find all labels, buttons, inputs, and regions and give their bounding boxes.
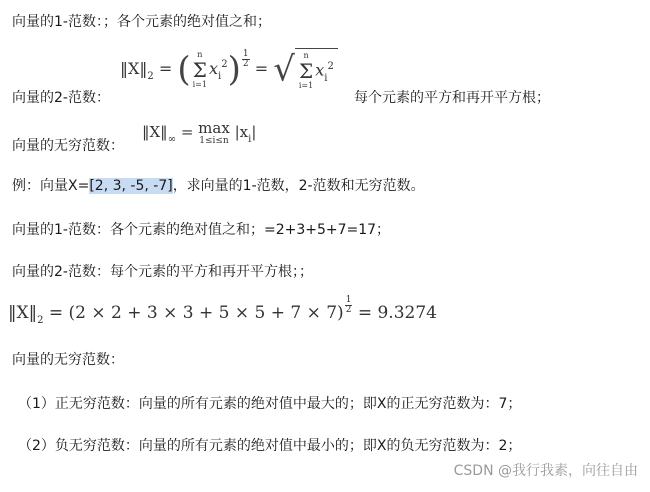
right-paren: ) [227,49,241,90]
equals-sign: = [158,59,173,78]
square-exp: 2 [221,59,228,70]
left-paren: ( [177,49,191,90]
example-line [12,176,425,196]
inf-subscript: ∞ [167,134,177,145]
positive-inf-norm-line: （1）正无穷范数：向量的所有元素的绝对值中最大的；即X的正无穷范数为：7； [18,396,522,412]
norm-symbol: ‖X‖ [120,59,148,78]
abs-x: |x [234,123,249,141]
sum-symbol: n Σ i=1 [192,49,207,89]
l2-norm-definition [12,48,550,106]
negative-inf-norm-line: （2）负无穷范数：向量的所有元素的绝对值中最小的；即X的负无穷范数为：2； [18,438,522,454]
equals-sign-2: = [254,59,269,78]
l1-norm-definition: 向量的1-范数：；各个元素的绝对值之和； [12,14,271,30]
inf-result-heading: 向量的无穷范数： [12,352,124,368]
abs-i-sub: i [248,134,252,145]
example-prefix: 例：向量X= [12,178,90,194]
l2-formula [120,48,338,91]
csdn-watermark: CSDN @我行我素，向往自由 [453,463,638,479]
norm-subscript: 2 [147,71,154,82]
x-var: x [208,59,219,78]
formula-norm-sub: 2 [37,315,44,326]
example-suffix: ，求向量的1-范数，2-范数和无穷范数。 [172,178,425,194]
inf-prefix: 向量的无穷范数： [12,138,124,154]
l2-suffix: 每个元素的平方和再开平方根； [354,90,550,106]
formula-half-exponent: $\frac{1}{2}$ [345,295,352,315]
abs-close: | [251,123,257,141]
l1-result-line: 向量的1-范数：各个元素的绝对值之和；=2+3+5+7=17； [12,222,391,238]
l2-prefix: 向量的2-范数： [12,90,110,106]
inf-formula [142,119,257,148]
formula-norm: ‖X‖ [8,303,38,323]
inf-norm-definition [12,118,257,154]
equals-sign-inf: = [180,123,194,141]
formula-result: = 9.3274 [357,303,437,323]
l2-result-formula [8,295,437,329]
sqrt-symbol: √ n Σ i=1 $x_i^2$ [273,48,338,91]
formula-expression: = (2 × 2 + 3 × 3 + 5 × 5 + 7 × 7) [48,303,344,323]
norm-symbol-inf: ‖X‖ [142,123,168,141]
half-exponent: $\frac{1}{2}$ [242,49,249,69]
i-sub: i [218,71,222,82]
example-vector-highlight: [2, 3, -5, -7] [89,178,173,194]
l2-result-line: 向量的2-范数：每个元素的平方和再开平方根；； [12,264,313,280]
max-operator: max 1≤i≤n [198,119,230,146]
